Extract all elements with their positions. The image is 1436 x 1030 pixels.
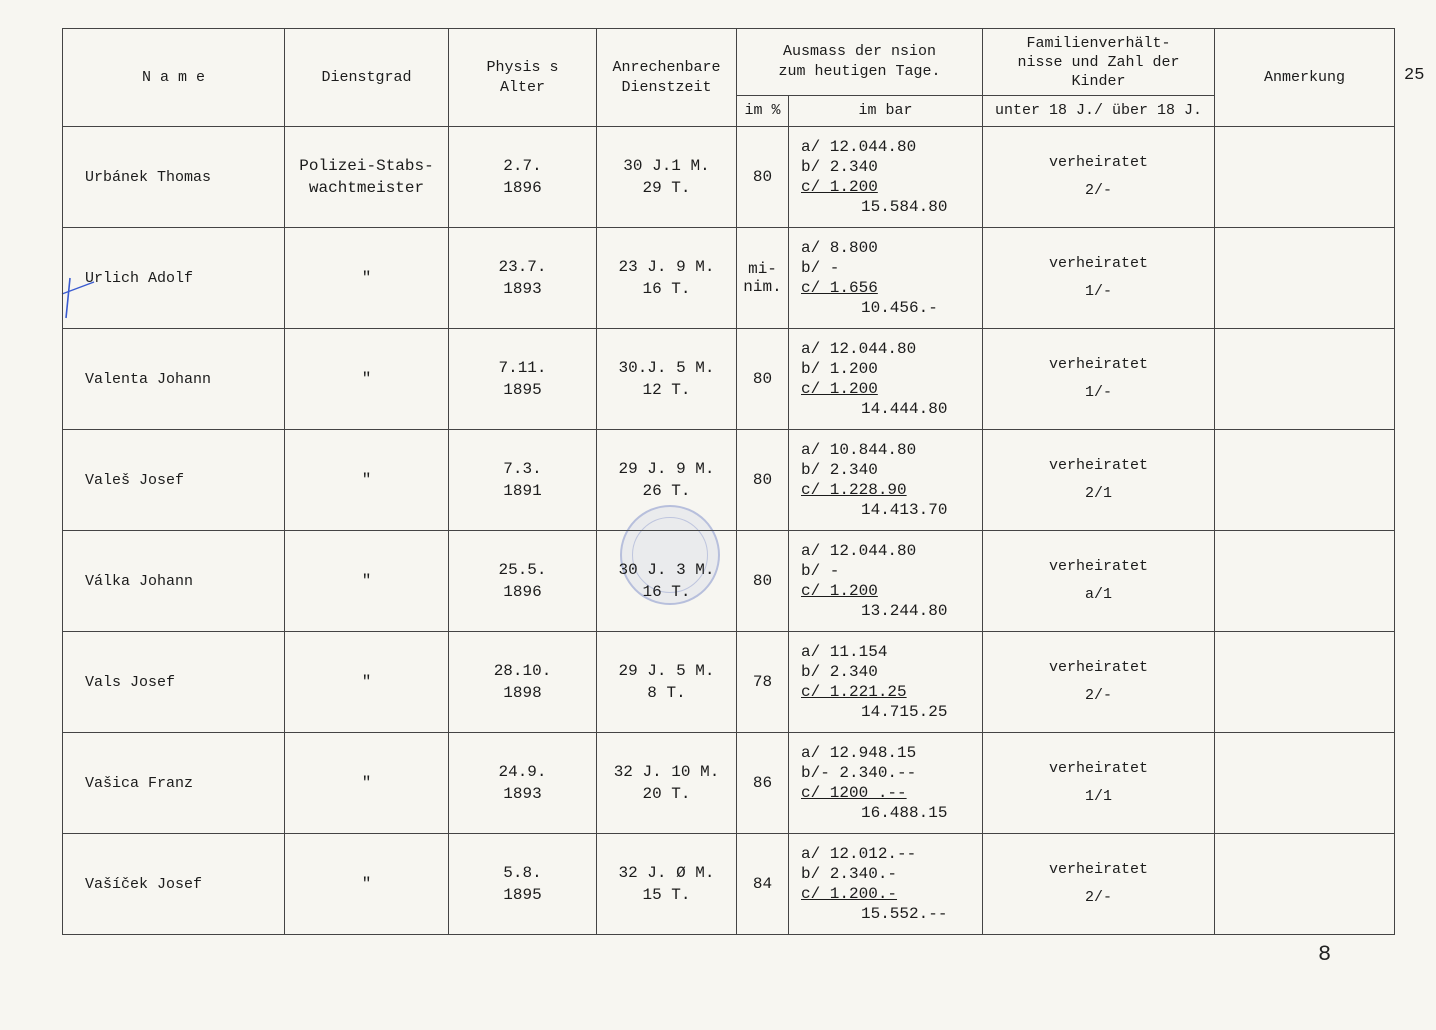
cell-cash <box>789 834 983 935</box>
cash-a: a/ 12.044.80 <box>801 138 917 156</box>
rank-line1: " <box>361 269 372 287</box>
cell-rank <box>285 228 449 329</box>
birth-year: 1891 <box>503 482 542 500</box>
header-age-line2: Alter <box>499 78 545 96</box>
pension-percent: 80 <box>752 471 773 489</box>
birth-day: 5.8. <box>503 864 542 882</box>
cell-service <box>597 632 737 733</box>
birth-year: 1893 <box>503 785 542 803</box>
cell-remark <box>1215 228 1395 329</box>
rank-line1: " <box>361 875 372 893</box>
service-years: 23 J. 9 M. <box>618 258 715 276</box>
table-row <box>63 632 1395 733</box>
cell-remark <box>1215 329 1395 430</box>
cell-pct <box>737 228 789 329</box>
birth-year: 1895 <box>503 886 542 904</box>
service-years: 32 J. 10 M. <box>613 763 720 781</box>
cell-name <box>63 228 285 329</box>
table-row <box>63 329 1395 430</box>
service-years: 29 J. 9 M. <box>618 460 715 478</box>
header-pension <box>737 29 983 96</box>
cash-b: b/ 2.340.- <box>801 865 898 883</box>
cell-family <box>983 127 1215 228</box>
service-days: 26 T. <box>642 482 691 500</box>
birth-day: 7.11. <box>498 359 547 377</box>
cash-total: 16.488.15 <box>861 804 948 822</box>
cash-c: c/ 1.200 <box>801 178 878 196</box>
children-count: a/1 <box>1084 586 1112 603</box>
cell-age <box>449 531 597 632</box>
children-count: 2/- <box>1084 889 1112 906</box>
cell-family <box>983 632 1215 733</box>
cash-b: b/ - <box>801 259 840 277</box>
birth-day: 25.5. <box>498 561 547 579</box>
cell-pct <box>737 834 789 935</box>
cash-total: 15.584.80 <box>861 198 948 216</box>
rank-line1: " <box>361 673 372 691</box>
header-pension-pct: im % <box>737 96 789 127</box>
cell-service <box>597 531 737 632</box>
marital-status: verheiratet <box>1048 659 1149 676</box>
cash-a: a/ 12.012.-- <box>801 845 917 863</box>
cell-family <box>983 329 1215 430</box>
cell-cash <box>789 228 983 329</box>
cell-rank <box>285 329 449 430</box>
service-days: 16 T. <box>642 280 691 298</box>
pension-percent: mi-nim. <box>743 260 782 296</box>
cell-age <box>449 632 597 733</box>
cell-family <box>983 430 1215 531</box>
cash-a: a/ 8.800 <box>801 239 878 257</box>
cell-rank <box>285 733 449 834</box>
header-service-line2: Dienstzeit <box>621 78 712 96</box>
cell-remark <box>1215 632 1395 733</box>
children-count: 1/1 <box>1084 788 1112 805</box>
cell-cash <box>789 329 983 430</box>
service-years: 32 J. Ø M. <box>618 864 715 882</box>
pension-percent: 78 <box>752 673 773 691</box>
cell-service <box>597 127 737 228</box>
cash-total: 15.552.-- <box>861 905 948 923</box>
cell-age <box>449 329 597 430</box>
rank-line1: " <box>361 774 372 792</box>
cell-pct <box>737 329 789 430</box>
service-days: 29 T. <box>642 179 691 197</box>
table-row <box>63 430 1395 531</box>
cell-pct <box>737 531 789 632</box>
header-family <box>983 29 1215 96</box>
page-number: 25 <box>1404 66 1425 85</box>
service-days: 8 T. <box>647 684 686 702</box>
table-row <box>63 733 1395 834</box>
person-name: Valeš Josef <box>85 471 185 489</box>
table-row <box>63 834 1395 935</box>
rank-line1: " <box>361 471 372 489</box>
header-family-sub: unter 18 J./ über 18 J. <box>983 96 1215 127</box>
pension-percent: 80 <box>752 572 773 590</box>
cash-a: a/ 11.154 <box>801 643 888 661</box>
cash-total: 10.456.- <box>861 299 938 317</box>
service-days: 12 T. <box>642 381 691 399</box>
cell-remark <box>1215 834 1395 935</box>
person-name: Urbánek Thomas <box>85 168 212 186</box>
cell-name <box>63 531 285 632</box>
cell-name <box>63 430 285 531</box>
cash-c: c/ 1.200 <box>801 380 878 398</box>
cell-family <box>983 531 1215 632</box>
header-pension-line2: zum heutigen Tage. <box>778 63 941 80</box>
marital-status: verheiratet <box>1048 558 1149 575</box>
cash-total: 14.444.80 <box>861 400 948 418</box>
person-name: Valenta Johann <box>85 370 212 388</box>
cell-service <box>597 329 737 430</box>
corner-mark: 8 <box>1318 942 1332 967</box>
cell-age <box>449 834 597 935</box>
service-days: 15 T. <box>642 886 691 904</box>
cash-a: a/ 12.044.80 <box>801 542 917 560</box>
children-count: 2/1 <box>1084 485 1112 502</box>
marital-status: verheiratet <box>1048 255 1149 272</box>
header-remark: Anmerkung <box>1215 29 1395 127</box>
children-count: 2/- <box>1084 182 1112 199</box>
cell-pct <box>737 733 789 834</box>
table-row <box>63 531 1395 632</box>
marital-status: verheiratet <box>1048 861 1149 878</box>
cash-total: 13.244.80 <box>861 602 948 620</box>
cell-remark <box>1215 430 1395 531</box>
cash-c: c/ 1200 .-- <box>801 784 907 802</box>
cash-b: b/ 1.200 <box>801 360 878 378</box>
service-days: 20 T. <box>642 785 691 803</box>
header-age-line1: Physis s <box>486 58 559 76</box>
rank-line1: " <box>361 572 372 590</box>
cell-family <box>983 834 1215 935</box>
person-name: Vašica Franz <box>85 774 194 792</box>
cell-age <box>449 733 597 834</box>
cell-name <box>63 329 285 430</box>
birth-day: 24.9. <box>498 763 547 781</box>
children-count: 1/- <box>1084 283 1112 300</box>
cell-pct <box>737 430 789 531</box>
cell-service <box>597 228 737 329</box>
cell-name <box>63 834 285 935</box>
marital-status: verheiratet <box>1048 760 1149 777</box>
cash-total: 14.413.70 <box>861 501 948 519</box>
cell-rank <box>285 430 449 531</box>
rank-line1: " <box>361 370 372 388</box>
header-service-line1: Anrechenbare <box>612 58 721 76</box>
cell-family <box>983 733 1215 834</box>
cell-remark <box>1215 733 1395 834</box>
cell-rank <box>285 531 449 632</box>
children-count: 1/- <box>1084 384 1112 401</box>
cell-rank <box>285 127 449 228</box>
birth-year: 1896 <box>503 179 542 197</box>
cell-rank <box>285 632 449 733</box>
birth-day: 23.7. <box>498 258 547 276</box>
cash-a: a/ 12.044.80 <box>801 340 917 358</box>
birth-year: 1898 <box>503 684 542 702</box>
cell-age <box>449 228 597 329</box>
table-row <box>63 127 1395 228</box>
cash-c: c/ 1.228.90 <box>801 481 907 499</box>
cash-b: b/ 2.340 <box>801 663 878 681</box>
cash-b: b/ - <box>801 562 840 580</box>
cell-family <box>983 228 1215 329</box>
header-family-line2: nisse und Zahl der <box>1017 53 1180 71</box>
marital-status: verheiratet <box>1048 356 1149 373</box>
service-years: 30 J.1 M. <box>623 157 710 175</box>
pension-percent: 86 <box>752 774 773 792</box>
cell-name <box>63 127 285 228</box>
service-years: 30 J. 3 M. <box>618 561 715 579</box>
person-name: Urlich Adolf <box>85 269 194 287</box>
service-years: 30.J. 5 M. <box>618 359 715 377</box>
rank-line2: wachtmeister <box>308 179 425 197</box>
header-family-line1: Familienverhält- <box>1026 34 1171 52</box>
header-age <box>449 29 597 127</box>
cell-cash <box>789 127 983 228</box>
pension-percent: 84 <box>752 875 773 893</box>
cell-pct <box>737 632 789 733</box>
birth-year: 1896 <box>503 583 542 601</box>
service-years: 29 J. 5 M. <box>618 662 715 680</box>
person-name: Válka Johann <box>85 572 194 590</box>
marital-status: verheiratet <box>1048 457 1149 474</box>
header-name: N a m e <box>63 29 285 127</box>
cash-total: 14.715.25 <box>861 703 948 721</box>
cell-service <box>597 430 737 531</box>
cell-service <box>597 834 737 935</box>
service-days: 16 T. <box>642 583 691 601</box>
cell-remark <box>1215 531 1395 632</box>
birth-year: 1893 <box>503 280 542 298</box>
cell-cash <box>789 430 983 531</box>
cell-remark <box>1215 127 1395 228</box>
cell-service <box>597 733 737 834</box>
birth-day: 28.10. <box>493 662 552 680</box>
cash-c: c/ 1.200 <box>801 582 878 600</box>
cash-c: c/ 1.656 <box>801 279 878 297</box>
header-rank: Dienstgrad <box>285 29 449 127</box>
header-family-line3: Kinder <box>1071 72 1126 90</box>
birth-year: 1895 <box>503 381 542 399</box>
cash-b: b/ 2.340 <box>801 461 878 479</box>
cell-age <box>449 430 597 531</box>
cell-name <box>63 632 285 733</box>
cell-cash <box>789 632 983 733</box>
table-row <box>63 228 1395 329</box>
cell-cash <box>789 531 983 632</box>
birth-day: 7.3. <box>503 460 542 478</box>
header-service <box>597 29 737 127</box>
person-name: Vals Josef <box>85 673 176 691</box>
header-pension-line1: Ausmass der nsion <box>782 43 937 60</box>
rank-line1: Polizei-Stabs- <box>299 157 434 175</box>
cash-a: a/ 12.948.15 <box>801 744 917 762</box>
cash-b: b/ 2.340 <box>801 158 878 176</box>
children-count: 2/- <box>1084 687 1112 704</box>
cell-cash <box>789 733 983 834</box>
cell-rank <box>285 834 449 935</box>
birth-day: 2.7. <box>503 157 542 175</box>
header-pension-cash: im bar <box>789 96 983 127</box>
cell-age <box>449 127 597 228</box>
pension-percent: 80 <box>752 370 773 388</box>
pension-table <box>62 28 1395 935</box>
cash-b: b/- 2.340.-- <box>801 764 917 782</box>
cell-pct <box>737 127 789 228</box>
cash-a: a/ 10.844.80 <box>801 441 917 459</box>
marital-status: verheiratet <box>1048 154 1149 171</box>
cash-c: c/ 1.221.25 <box>801 683 907 701</box>
pension-percent: 80 <box>752 168 773 186</box>
cell-name <box>63 733 285 834</box>
person-name: Vašíček Josef <box>85 875 203 893</box>
cash-c: c/ 1.200.- <box>801 885 898 903</box>
